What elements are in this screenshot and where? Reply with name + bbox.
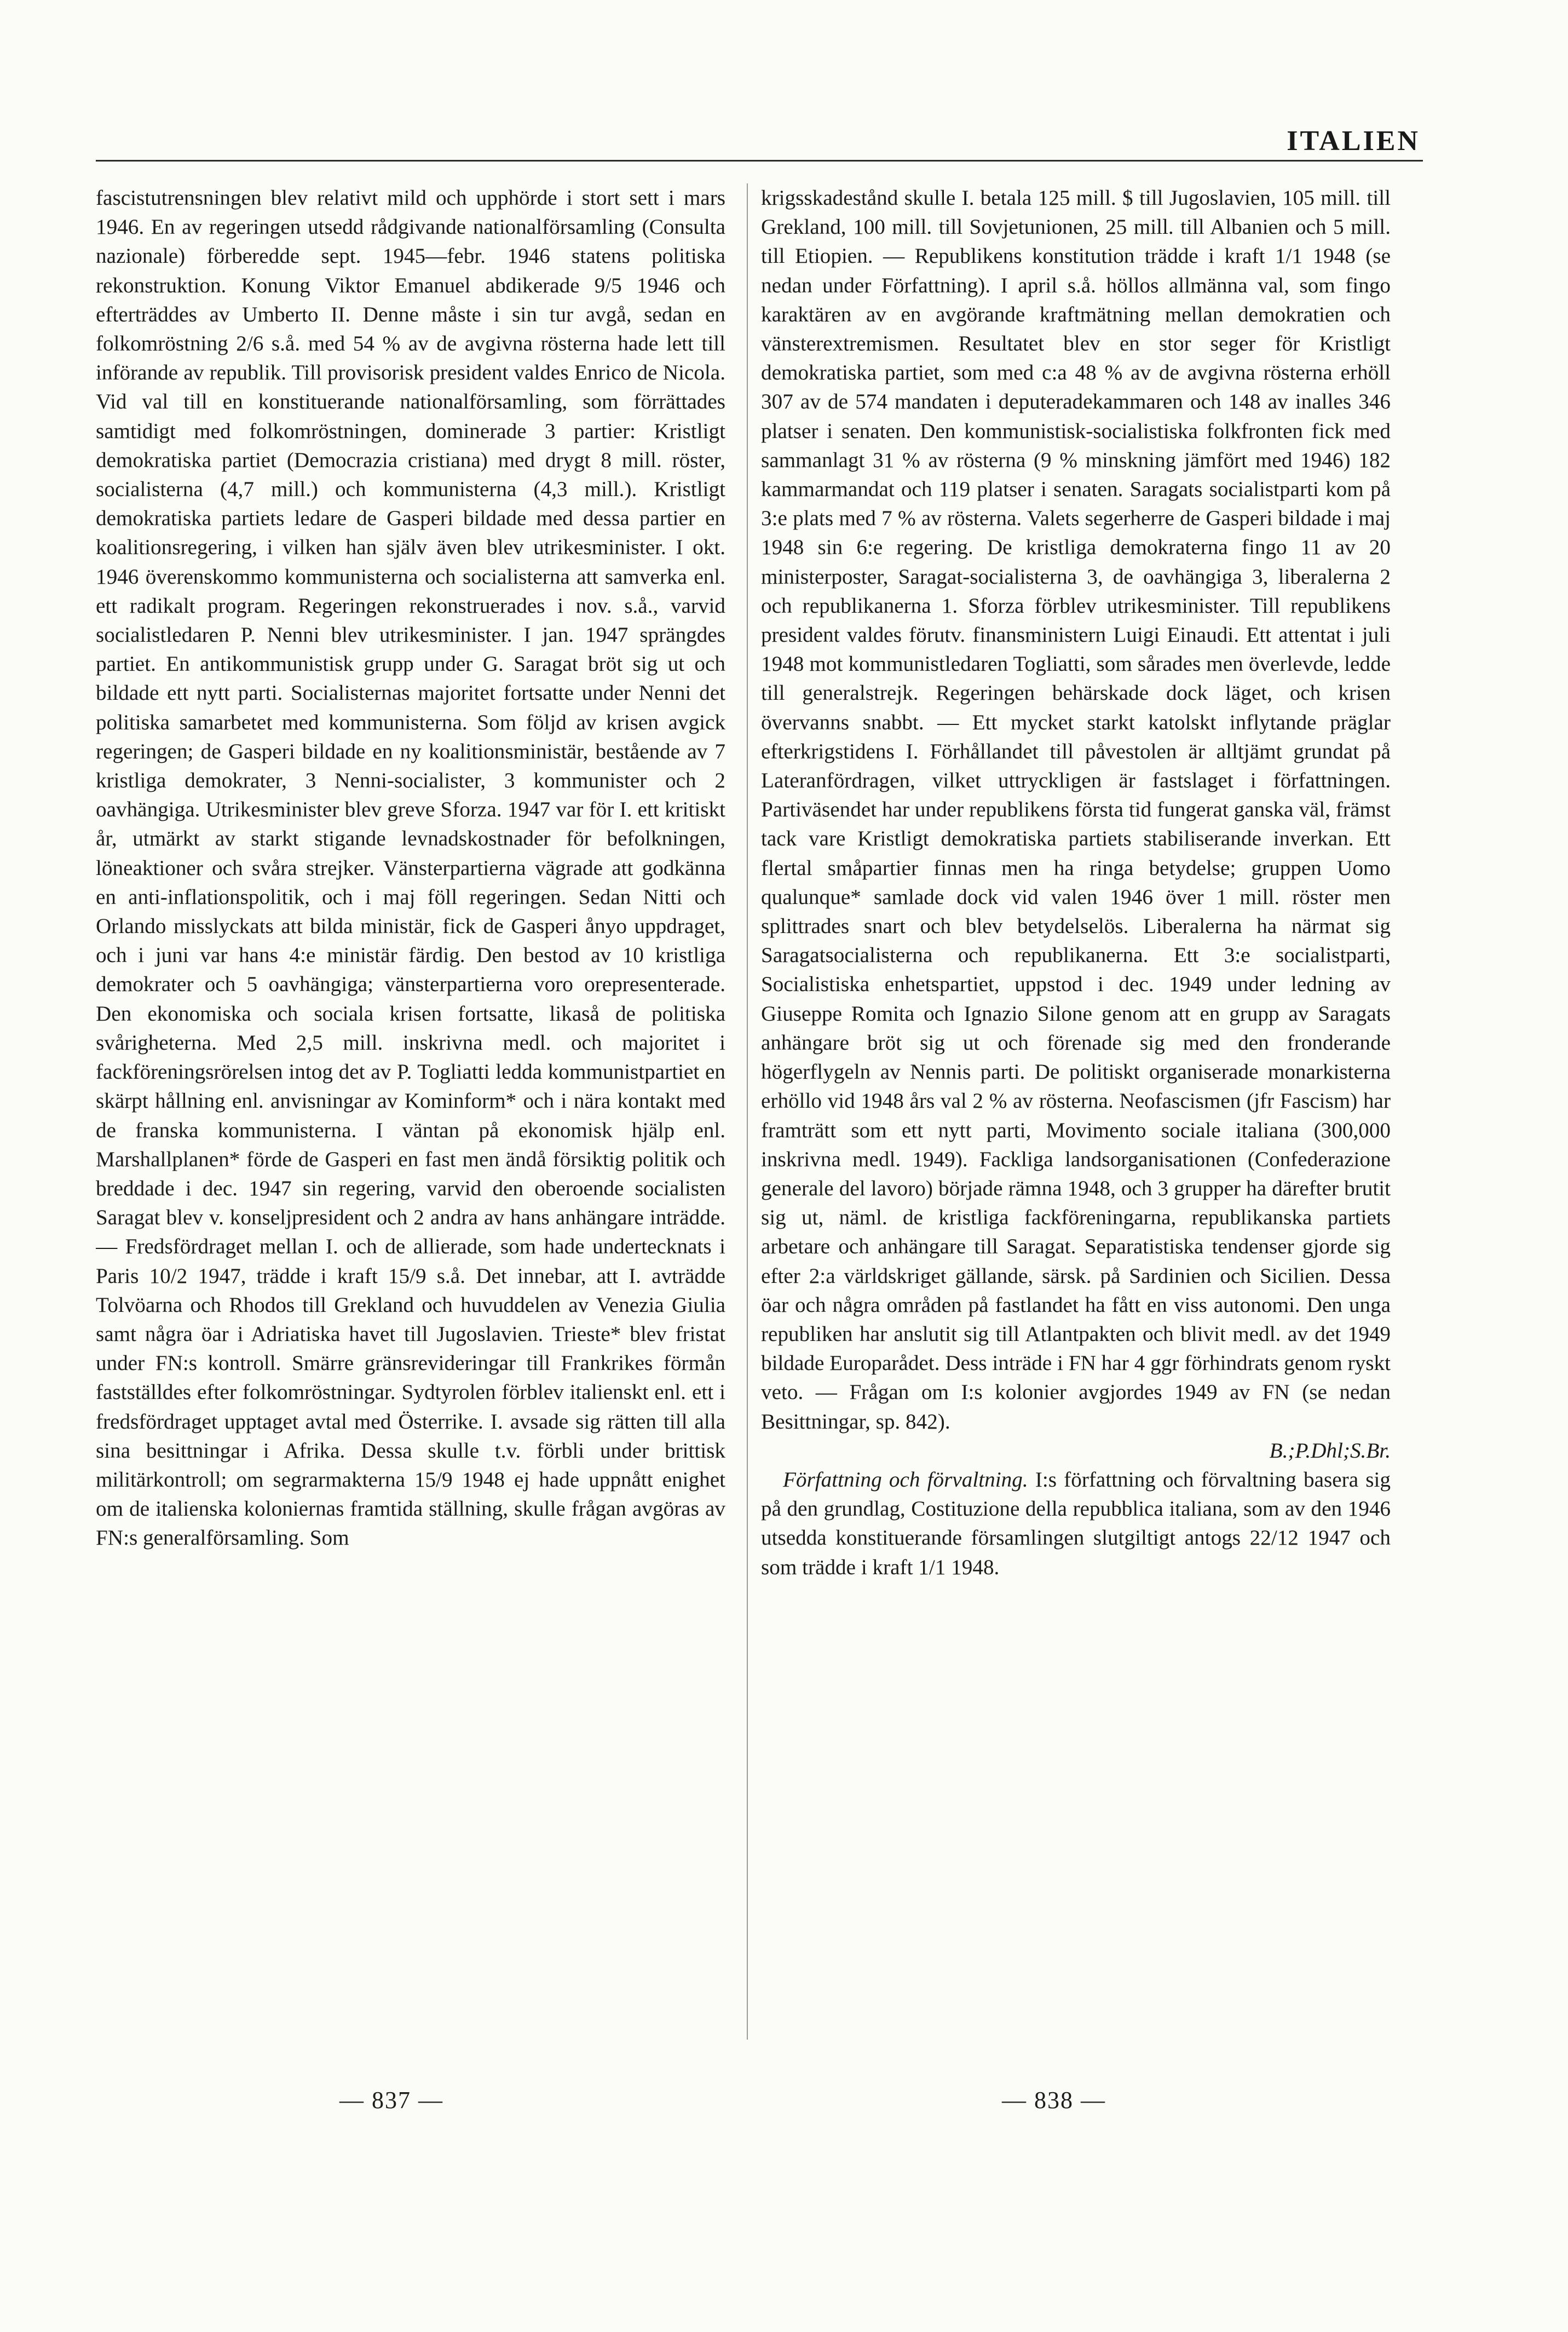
right-column	[761, 183, 1391, 2051]
running-header-title: ITALIEN	[1287, 125, 1420, 157]
page-number-right: — 838 —	[1002, 2087, 1106, 2114]
section-paragraph	[761, 1465, 1391, 1582]
section-text: I:s författning och förvaltning basera sig på den grundlag, Costituzione della repubblica italiana, som av den 1946 utsedda konstituerande församlingen slutgiltigt antogs 22/12 1947 och som trädde i kraft 1/1 1948.	[761, 1467, 1391, 1579]
header-rule	[96, 160, 1423, 162]
left-column-text: fascistutrensningen blev relativt mild och upphörde i stort sett i mars 1946. En av regeringen utsedd rådgivande nationalförsamling (Consulta nazionale) förberedde sept. 1945—febr. 1946 statens politiska rekonstruktion. Konung Viktor Emanuel abdikerade 9/5 1946 och efterträddes av Umberto II. Denne måste i sin tur avgå, sedan en folkomröstning 2/6 s.å. med 54 % av de avgivna rösterna hade lett till införande av republik. Till provisorisk president valdes Enrico de Nicola. Vid val till en konstituerande nationalförsamling, som förrättades samtidigt med folkomröstningen, dominerade 3 partier: Kristligt demokratiska partiet (Democrazia cristiana) med drygt 8 mill. röster, socialisterna (4,7 mill.) och kommunisterna (4,3 mill.). Kristligt demokratiska partiets ledare de Gasperi bildade med dessa partier en koalitionsregering, i vilken han själv även blev utrikesminister. I okt. 1946 överenskommo kommunisterna och socialisterna att samverka enl. ett radikalt program. Regeringen rekonstruerades i nov. s.å., varvid socialistledaren P. Nenni blev utrikesminister. I jan. 1947 sprängdes partiet. En antikommunistisk grupp under G. Saragat bröt sig ut och bildade ett nytt parti. Socialisternas majoritet fortsatte under Nenni det politiska samarbetet med kommunisterna. Som följd av krisen avgick regeringen; de Gasperi bildade en ny koalitionsministär, bestående av 7 kristliga demokrater, 3 Nenni-socialister, 3 kommunister och 2 oavhängiga. Utrikesminister blev greve Sforza. 1947 var för I. ett kritiskt år, utmärkt av starkt stigande levnadskostnader för befolkningen, löneaktioner och svåra strejker. Vänsterpartierna vägrade att godkänna en anti-inflationspolitik, och i maj föll regeringen. Sedan Nitti och Orlando misslyckats att bilda ministär, fick de Gasperi ånyo uppdraget, och i juni var hans 4:e ministär färdig. Den bestod av 10 kristliga demokrater och 5 oavhängiga; vänsterpartierna voro orepresenterade. Den ekonomiska och sociala krisen fortsatte, likaså de politiska svårigheterna. Med 2,5 mill. inskrivna medl. och majoritet i fackföreningsrörelsen intog det av P. Togliatti ledda kommunistpartiet en skärpt hållning enl. anvisningar av Kominform* och i nära kontakt med de franska kommunisterna. I väntan på ekonomisk hjälp enl. Marshallplanen* förde de Gasperi en fast men ändå försiktig politik och breddade i dec. 1947 sin regering, varvid den oberoende socialisten Saragat blev v. konseljpresident och 2 andra av hans anhängare inträdde. — Fredsfördraget mellan I. och de allierade, som hade undertecknats i Paris 10/2 1947, trädde i kraft 15/9 s.å. Det innebar, att I. avträdde Tolvöarna och Rhodos till Grekland och huvuddelen av Venezia Giulia samt några öar i Adriatiska havet till Jugoslavien. Trieste* blev fristat under FN:s kontroll. Smärre gränsrevideringar till Frankrikes förmån fastställdes efter folkomröstningar. Sydtyrolen förblev italienskt enl. ett i fredsfördraget upptaget avtal med Österrike. I. avsade sig rätten till alla sina besittningar i Afrika. Dessa skulle t.v. förbli under brittisk militärkontroll; om segrarmakterna 15/9 1948 ej hade uppnått enighet om de italienska koloniernas framtida ställning, skulle frågan avgöras av FN:s generalförsamling. Som	[96, 186, 725, 1550]
column-divider	[747, 183, 748, 2040]
section-heading: Författning och förvaltning.	[783, 1467, 1028, 1492]
right-column-text: krigsskadestånd skulle I. betala 125 mill. $ till Jugoslavien, 105 mill. till Grekland, 100 mill. till Sovjetunionen, 25 mill. till Albanien och 5 mill. till Etiopien. — Republikens konstitution trädde i kraft 1/1 1948 (se nedan under Författning). I april s.å. höllos allmänna val, som fingo karaktären av en avgörande kraftmätning mellan demokratien och vänsterextremismen. Resultatet blev en stor seger för Kristligt demokratiska partiet, som med c:a 48 % av de avgivna rösterna erhöll 307 av de 574 mandaten i deputeradekammaren och 148 av inalles 346 platser i senaten. Den kommunistisk-socialistiska folkfronten fick med sammanlagt 31 % av rösterna (9 % minskning jämfört med 1946) 182 kammarmandat och 119 platser i senaten. Saragats socialistparti kom på 3:e plats med 7 % av rösterna. Valets segerherre de Gasperi bildade i maj 1948 sin 6:e regering. De kristliga demokraterna fingo 11 av 20 ministerposter, Saragat-socialisterna 3, de oavhängiga 3, liberalerna 2 och republikanerna 1. Sforza förblev utrikesminister. Till republikens president valdes förutv. finansministern Luigi Einaudi. Ett attentat i juli 1948 mot kommunistledaren Togliatti, som sårades men överlevde, ledde till generalstrejk. Regeringen behärskade dock läget, och krisen övervanns snabbt. — Ett mycket starkt katolskt inflytande präglar efterkrigstidens I. Förhållandet till påvestolen är alltjämt grundat på Lateranfördragen, vilket uttryckligen är fastslaget i författningen. Partiväsendet har under republikens första tid fungerat ganska väl, främst tack vare Kristligt demokratiska partiets stabiliserande inverkan. Ett flertal småpartier finnas men ha ringa betydelse; gruppen Uomo qualunque* samlade dock vid valen 1946 över 1 mill. röster men splittrades snart och blev betydelselös. Liberalerna ha närmat sig Saragatsocialisterna och republikanerna. Ett 3:e socialistparti, Socialistiska enhetspartiet, uppstod i dec. 1949 under ledning av Giuseppe Romita och Ignazio Silone genom att en grupp av Saragats anhängare bröt sig ut och förenade sig med den fronderande högerflygeln av Nennis parti. De politiskt organiserade monarkisterna erhöllo vid 1948 års val 2 % av rösterna. Neofascismen (jfr Fascism) har framträtt som ett nytt parti, Movimento sociale italiana (300,000 inskrivna medl. 1949). Fackliga landsorganisationen (Confederazione generale del lavoro) började rämna 1948, och 3 grupper ha därefter brutit sig ut, näml. de kristliga fackföreningarna, republikanska partiets arbetare och anhängare till Saragat. Separatistiska tendenser gjorde sig efter 2:a världskriget gällande, särsk. på Sardinien och Sicilien. Dessa öar och några områden på fastlandet ha fått en viss autonomi. Den unga republiken har anslutit sig till Atlantpakten och blivit medl. av det 1949 bildade Europarådet. Dess inträde i FN har 4 ggr förhindrats genom ryskt veto. — Frågan om I:s kolonier avgjordes 1949 av FN (se nedan Besittningar, sp. 842).	[761, 186, 1391, 1433]
author-signature: B.;P.Dhl;S.Br.	[1269, 1438, 1391, 1462]
left-column	[96, 183, 725, 2051]
page-number-left: — 837 —	[339, 2087, 443, 2114]
